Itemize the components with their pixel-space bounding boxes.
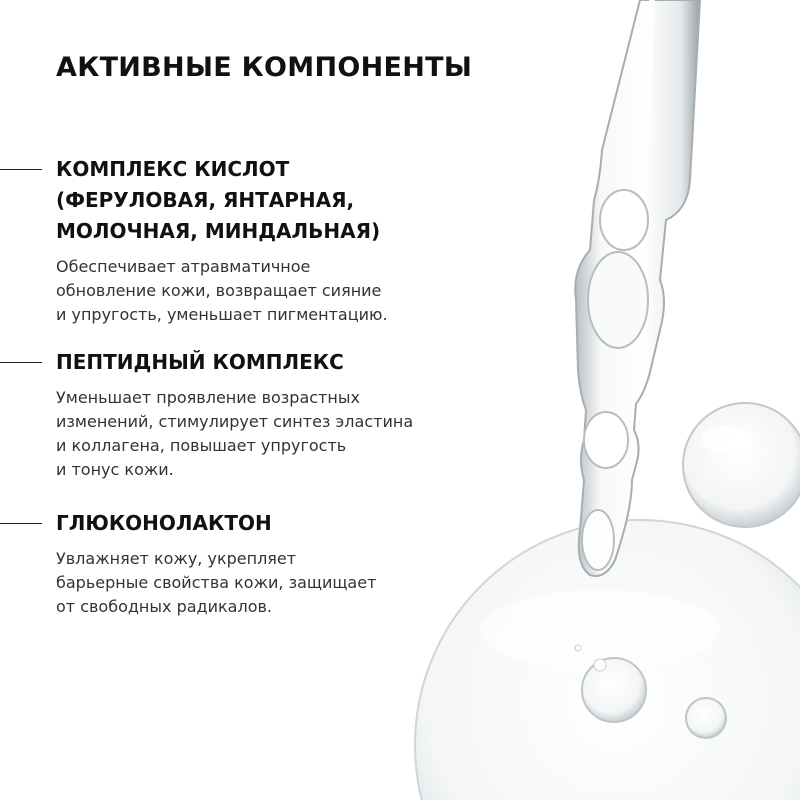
section-divider-line [0, 169, 42, 170]
section-divider-line [0, 523, 42, 524]
component-acids [56, 154, 476, 327]
component-title: ГЛЮКОНОЛАКТОН [56, 511, 272, 535]
bubble-2 [686, 698, 726, 738]
component-title: ПЕПТИДНЫЙ КОМПЛЕКС [56, 350, 344, 374]
pipette [575, 0, 700, 576]
component-description: Уменьшает проявление возрастных изменений, стимулирует синтез эластина и коллагена, повышает упругость и тонус кожи. [56, 388, 414, 479]
section-divider-line [0, 362, 42, 363]
component-peptides [56, 347, 476, 482]
bubble-1 [582, 658, 646, 722]
component-gluconolactone [56, 508, 476, 619]
page-title: АКТИВНЫЕ КОМПОНЕНТЫ [56, 52, 473, 83]
component-title: КОМПЛЕКС КИСЛОТ (ФЕРУЛОВАЯ, ЯНТАРНАЯ, МОЛОЧНАЯ, МИНДАЛЬНАЯ) [56, 157, 381, 243]
floating-bubble [683, 403, 800, 527]
component-description: Обеспечивает атравматичное обновление кожи, возвращает сияние и упругость, уменьшает пигментацию. [56, 257, 388, 324]
component-description: Увлажняет кожу, укрепляет барьерные свойства кожи, защищает от свободных радикалов. [56, 549, 377, 616]
